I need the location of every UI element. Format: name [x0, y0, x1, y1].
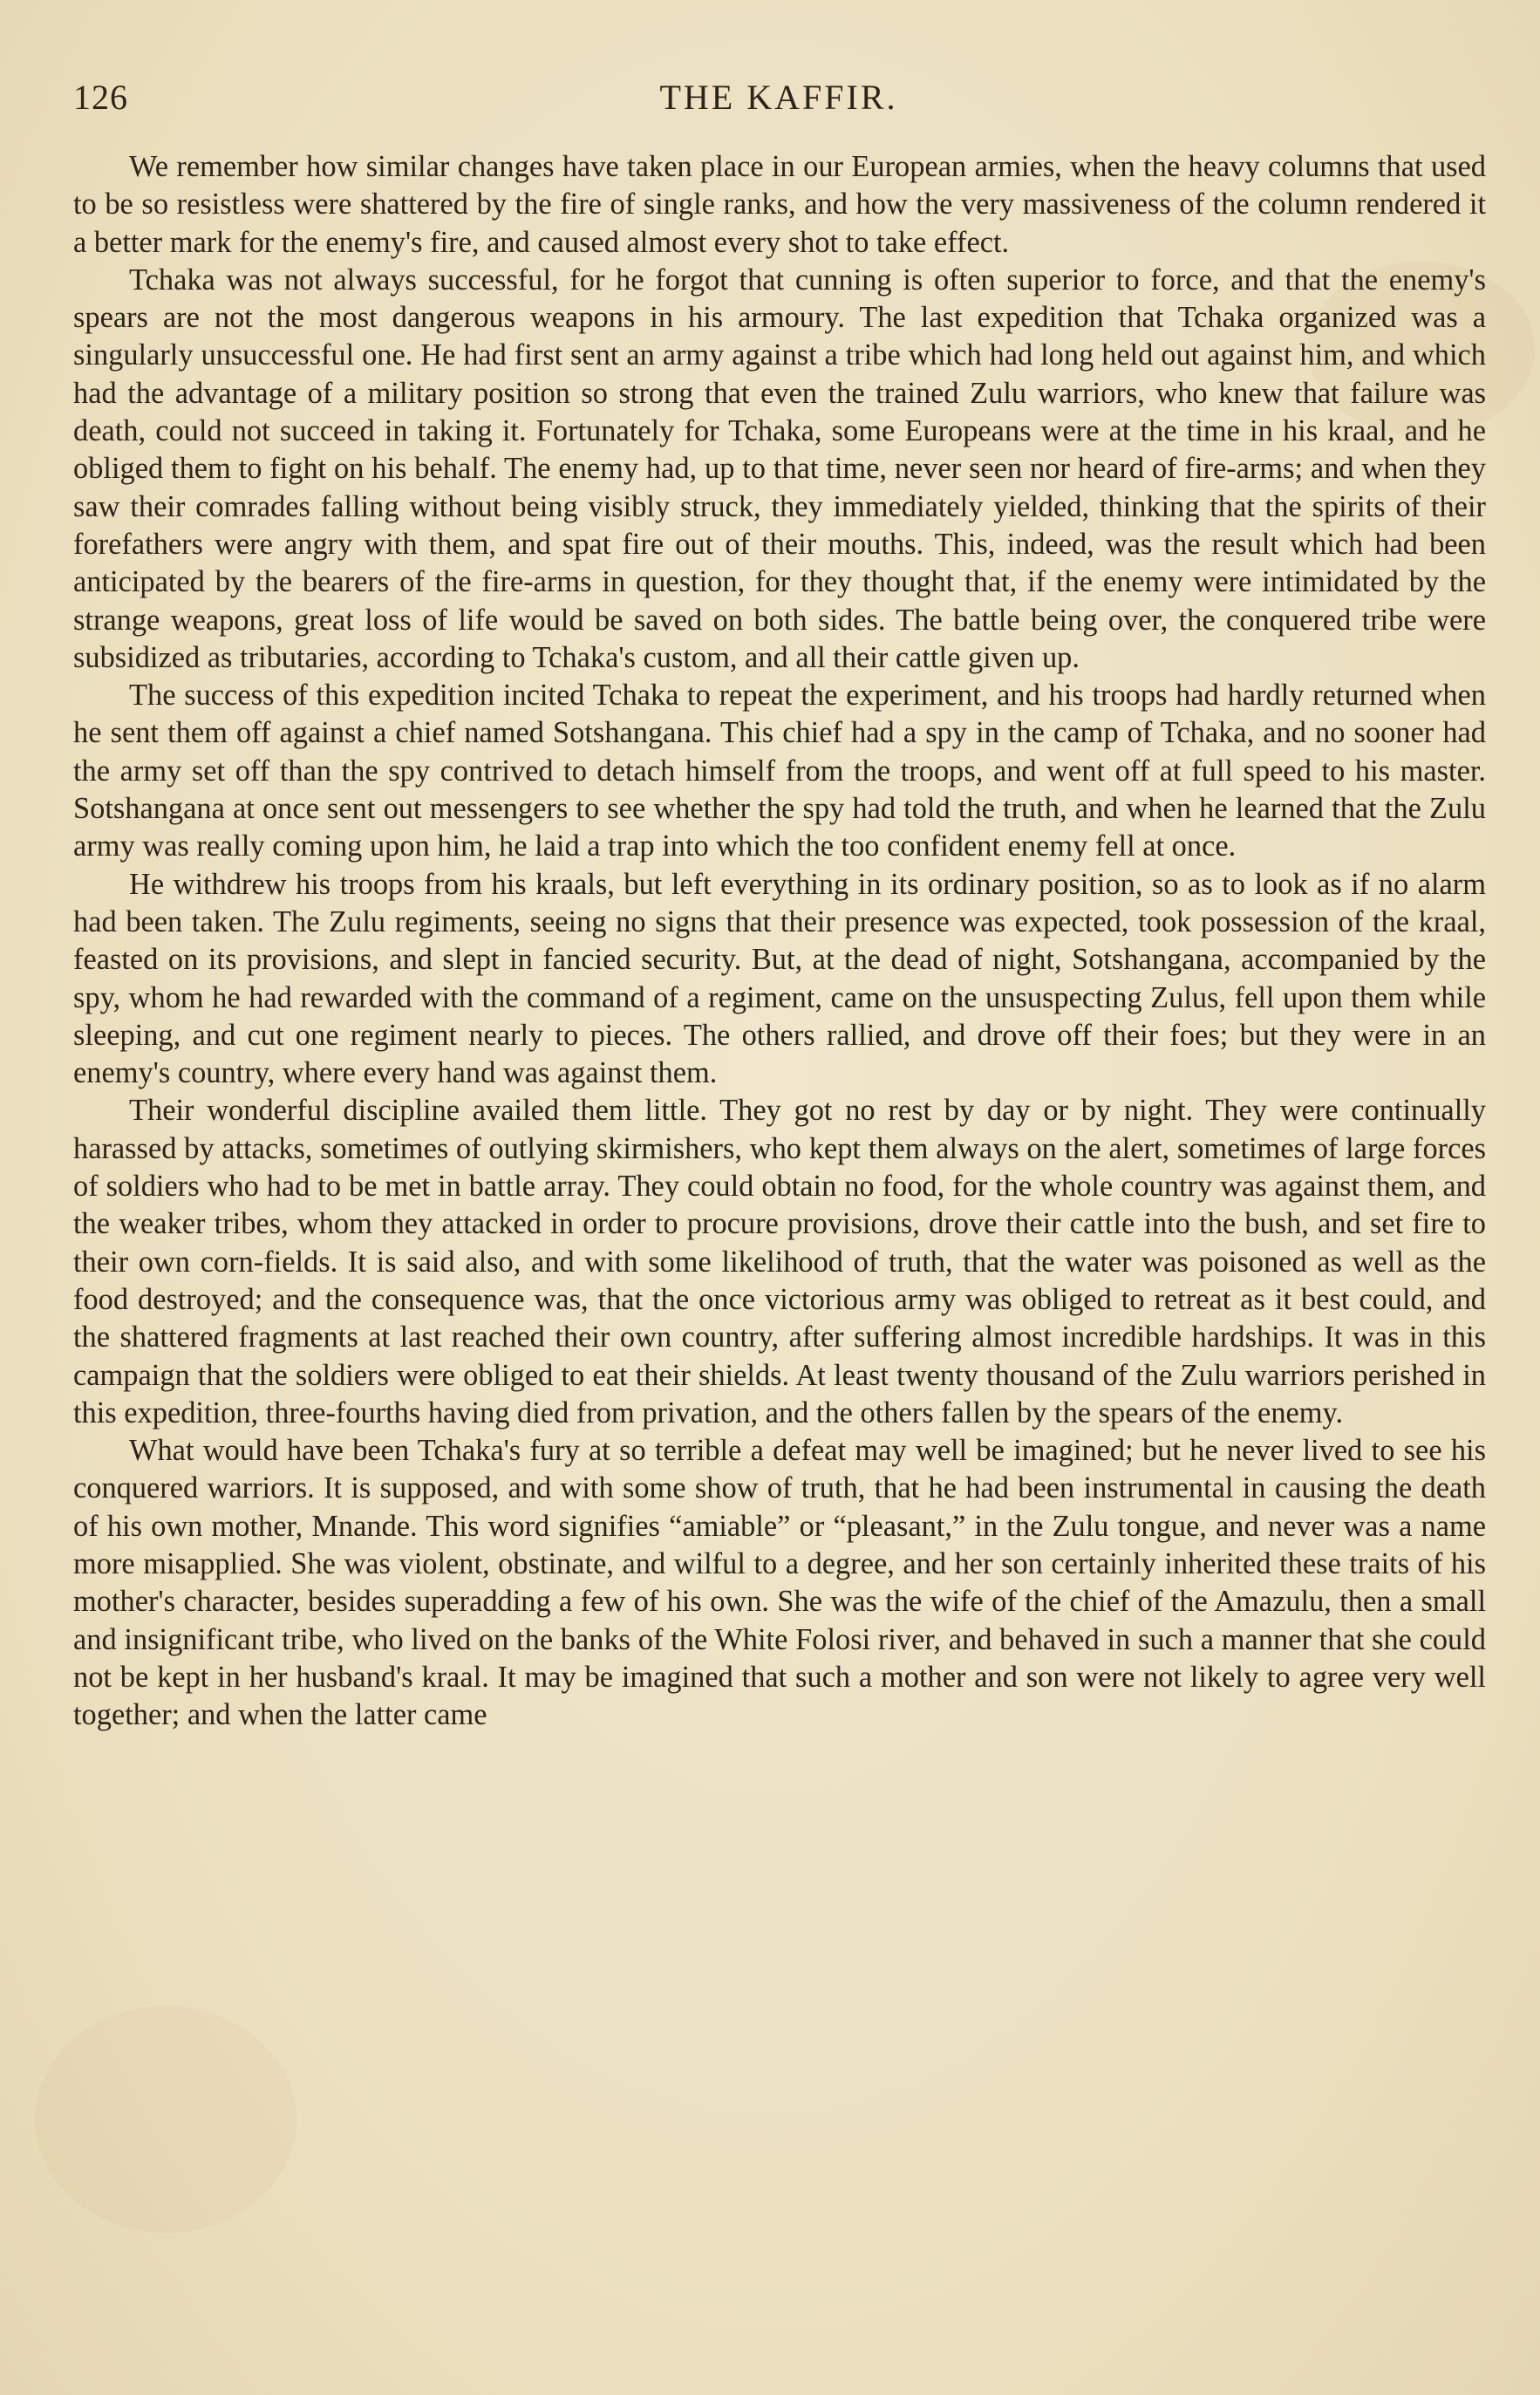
paragraph: What would have been Tchaka's fury at so terrible a defeat may well be imagined; but he never lived to see his conquered warriors. It is supposed, and with some show of truth, that he had been instrumental in causing the death of his own mother, Mnande. This word signifies “amiable” or “pleasant,” in the Zulu tongue, and never was a name more misapplied. She was violent, obstinate, and wilful to a degree, and her son certainly inherited these traits of his mother's character, besides superadding a few of his own. She was the wife of the chief of the Amazulu, then a small and insignificant tribe, who lived on the banks of the White Folosi river, and behaved in such a manner that she could not be kept in her husband's kraal. It may be imagined that such a mother and son were not likely to agree very well together; and when the latter came	[73, 1434, 1486, 1732]
paragraph: We remember how similar changes have taken place in our European armies, when the heavy columns that used to be so resistless were shattered by the fire of single ranks, and how the very massiveness of the column rendered it a better mark for the enemy's fire, and caused almost every shot to take effect.	[73, 150, 1486, 259]
paragraph: Their wonderful discipline availed them little. They got no rest by day or by night. They were continually harassed by attacks, sometimes of outlying skirmishers, who kept them always on the alert, sometimes of large forces of soldiers who had to be met in battle array. They could obtain no food, for the whole country was against them, and the weaker tribes, whom they attacked in order to procure provisions, drove their cattle into the bush, and set fire to their own corn-fields. It is said also, and with some likelihood of truth, that the water was poisoned as well as the food destroyed; and the consequence was, that the once victorious army was obliged to retreat as it best could, and the shattered fragments at last reached their own country, after suffering almost incredible hardships. It was in this campaign that the soldiers were obliged to eat their shields. At least twenty thousand of the Zulu warriors perished in this expedition, three-fourths having died from privation, and the others fallen by the spears of the enemy.	[73, 1094, 1486, 1429]
body-text	[73, 148, 1486, 1734]
paragraph: The success of this expedition incited Tchaka to repeat the experiment, and his troops had hardly returned when he sent them off against a chief named Sotshangana. This chief had a spy in the camp of Tchaka, and no sooner had the army set off than the spy contrived to detach himself from the troops, and went off at full speed to his master. Sotshangana at once sent out messengers to see whether the spy had told the truth, and when he learned that the Zulu army was really coming upon him, he laid a trap into which the too confident enemy fell at once.	[73, 679, 1486, 863]
paragraph: Tchaka was not always successful, for he forgot that cunning is often superior to force, and that the enemy's spears are not the most dangerous weapons in his armoury. The last expedition that Tchaka organized was a singularly unsuccessful one. He had first sent an army against a tribe which had long held out against him, and which had the advantage of a military position so strong that even the trained Zulu warriors, who knew that failure was death, could not succeed in taking it. Fortunately for Tchaka, some Europeans were at the time in his kraal, and he obliged them to fight on his behalf. The enemy had, up to that time, never seen nor heard of fire-arms; and when they saw their comrades falling without being visibly struck, they immediately yielded, thinking that the spirits of their forefathers were angry with them, and spat fire out of their mouths. This, indeed, was the result which had been anticipated by the bearers of the fire-arms in question, for they thought that, if the enemy were intimidated by the strange weapons, great loss of life would be saved on both sides. The battle being over, the conquered tribe were subsidized as tributaries, according to Tchaka's custom, and all their cattle given up.	[73, 263, 1486, 674]
running-head	[73, 77, 1484, 120]
page-number: 126	[73, 78, 128, 117]
running-title: THE KAFFIR.	[659, 78, 898, 117]
paragraph: He withdrew his troops from his kraals, but left everything in its ordinary position, so as to look as if no alarm had been taken. The Zulu regiments, seeing no signs that their presence was expected, took possession of the kraal, feasted on its provisions, and slept in fancied security. But, at the dead of night, Sotshangana, accompanied by the spy, whom he had rewarded with the command of a regiment, came on the unsuspecting Zulus, fell upon them while sleeping, and cut one regiment nearly to pieces. The others rallied, and drove off their foes; but they were in an enemy's country, where every hand was against them.	[73, 867, 1486, 1090]
paper-stain	[35, 2006, 296, 2233]
